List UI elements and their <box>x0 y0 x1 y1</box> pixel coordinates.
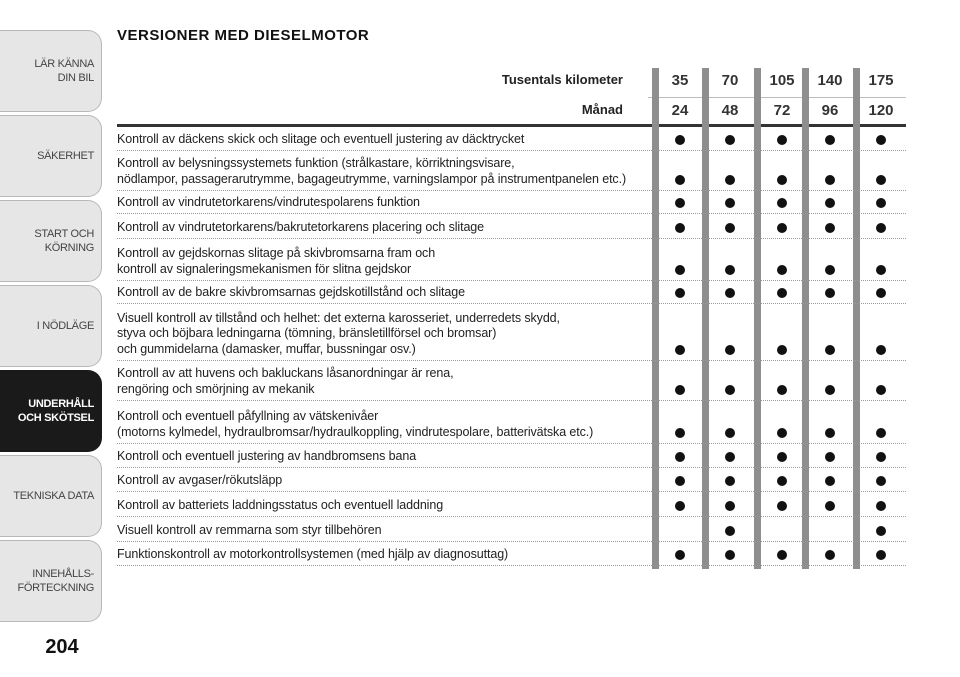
table-row <box>117 542 906 566</box>
chapter-tab-5[interactable]: UNDERHÅLL OCH SKÖTSEL <box>0 370 102 452</box>
service-mark <box>675 476 685 486</box>
service-mark <box>725 428 735 438</box>
service-mark <box>825 345 835 355</box>
table-row <box>117 214 906 239</box>
km-value: 70 <box>721 72 739 89</box>
service-mark <box>825 550 835 560</box>
row-description: Kontroll av batteriets laddningsstatus och eventuell laddning <box>117 497 444 512</box>
service-mark <box>825 385 835 395</box>
service-mark <box>825 501 835 511</box>
month-value: 48 <box>721 102 739 119</box>
service-mark <box>675 385 685 395</box>
service-mark <box>825 198 835 208</box>
service-mark <box>876 550 886 560</box>
service-mark <box>777 345 787 355</box>
service-mark <box>777 265 787 275</box>
service-mark <box>876 223 886 233</box>
service-mark <box>876 175 886 185</box>
row-description: Kontroll av de bakre skivbromsarnas gejdskotillstånd och slitage <box>117 284 465 299</box>
chapter-tab-4[interactable]: I NÖDLÄGE <box>0 285 102 367</box>
service-mark <box>876 385 886 395</box>
service-mark <box>825 223 835 233</box>
service-mark <box>777 428 787 438</box>
service-mark <box>675 198 685 208</box>
service-mark <box>675 550 685 560</box>
service-mark <box>725 223 735 233</box>
header-divider <box>648 97 906 98</box>
service-mark <box>777 385 787 395</box>
service-mark <box>825 476 835 486</box>
row-description: Kontroll av avgaser/rökutsläpp <box>117 472 283 487</box>
row-description: Kontroll av däckens skick och slitage och eventuell justering av däcktrycket <box>117 131 525 146</box>
service-mark <box>675 288 685 298</box>
table-row <box>117 492 906 517</box>
table-row <box>117 361 906 401</box>
service-mark <box>725 198 735 208</box>
row-description: Funktionskontroll av motorkontrollsystemen (med hjälp av diagnosuttag) <box>117 546 509 561</box>
service-mark <box>675 345 685 355</box>
row-description: Visuell kontroll av remmarna som styr tillbehören <box>117 522 382 537</box>
service-mark <box>725 476 735 486</box>
service-mark <box>777 288 787 298</box>
service-mark <box>725 135 735 145</box>
service-mark <box>777 135 787 145</box>
km-header-label: Tusentals kilometer <box>501 72 623 87</box>
month-value: 120 <box>868 102 894 119</box>
service-mark <box>876 265 886 275</box>
chapter-tab-3[interactable]: START OCH KÖRNING <box>0 200 102 282</box>
service-mark <box>725 265 735 275</box>
service-mark <box>876 501 886 511</box>
service-mark <box>876 135 886 145</box>
service-mark <box>777 198 787 208</box>
service-mark <box>675 265 685 275</box>
service-mark <box>675 428 685 438</box>
service-mark <box>876 198 886 208</box>
service-mark <box>675 501 685 511</box>
service-mark <box>777 452 787 462</box>
month-value: 24 <box>671 102 689 119</box>
service-mark <box>675 135 685 145</box>
service-mark <box>876 476 886 486</box>
table-row <box>117 151 906 191</box>
service-mark <box>725 345 735 355</box>
service-mark <box>725 526 735 536</box>
table-row <box>117 444 906 468</box>
month-value: 96 <box>821 102 839 119</box>
table-row <box>117 127 906 151</box>
service-mark <box>675 223 685 233</box>
table-row <box>117 401 906 444</box>
row-description: Kontroll av vindrutetorkarens/vindrutespolarens funktion <box>117 194 420 209</box>
service-mark <box>725 288 735 298</box>
table-row <box>117 517 906 542</box>
table-row <box>117 239 906 281</box>
chapter-tab-2[interactable]: SÄKERHET <box>0 115 102 197</box>
row-description: Kontroll av vindrutetorkarens/bakrutetorkarens placering och slitage <box>117 219 485 234</box>
service-mark <box>725 501 735 511</box>
service-mark <box>777 175 787 185</box>
km-value: 175 <box>868 72 894 89</box>
page-title: VERSIONER MED DIESELMOTOR <box>117 27 370 44</box>
row-description: Kontroll och eventuell påfyllning av vätskenivåer (motorns kylmedel, hydraulbromsar/hydraulkoppling, vindrutespolare, batterivätska etc.) <box>117 409 594 439</box>
service-mark <box>825 265 835 275</box>
service-mark <box>777 476 787 486</box>
service-mark <box>825 135 835 145</box>
row-description: Visuell kontroll av tillstånd och helhet: det externa karosseriet, underredets skydd, styva och böjbara ledningarna (tömning, bränsletillförsel och bromsar) och gummidelarna (damasker, muffar, bussningar osv.) <box>117 310 560 356</box>
service-mark <box>876 526 886 536</box>
chapter-tab-7[interactable]: INNEHÅLLS- FÖRTECKNING <box>0 540 102 622</box>
chapter-tab-1[interactable]: LÄR KÄNNA DIN BIL <box>0 30 102 112</box>
service-mark <box>876 345 886 355</box>
service-mark <box>725 550 735 560</box>
month-header-label: Månad <box>581 102 623 117</box>
row-description: Kontroll och eventuell justering av handbromsens bana <box>117 448 417 463</box>
service-mark <box>675 175 685 185</box>
service-mark <box>725 175 735 185</box>
service-mark <box>825 175 835 185</box>
table-row <box>117 304 906 361</box>
row-description: Kontroll av att huvens och bakluckans låsanordningar är rena, rengöring och smörjning av mekanik <box>117 366 454 396</box>
service-mark <box>825 452 835 462</box>
table-row <box>117 468 906 492</box>
chapter-tab-6[interactable]: TEKNISKA DATA <box>0 455 102 537</box>
service-mark <box>777 223 787 233</box>
table-row <box>117 191 906 214</box>
service-mark <box>876 452 886 462</box>
table-row <box>117 281 906 304</box>
km-value: 105 <box>769 72 795 89</box>
service-mark <box>777 501 787 511</box>
service-mark <box>876 428 886 438</box>
service-mark <box>825 288 835 298</box>
km-value: 35 <box>671 72 689 89</box>
service-mark <box>825 428 835 438</box>
page-number: 204 <box>45 636 79 658</box>
row-description: Kontroll av gejdskornas slitage på skivbromsarna fram och kontroll av signaleringsmekanismen för slitna gejdskor <box>117 246 436 276</box>
service-mark <box>675 452 685 462</box>
service-mark <box>876 288 886 298</box>
month-value: 72 <box>773 102 791 119</box>
row-description: Kontroll av belysningssystemets funktion (strålkastare, körriktningsvisare, nödlampor, passagerarutrymme, bagageutrymme, varningslampor på instrumentpanelen etc.) <box>117 156 627 186</box>
km-value: 140 <box>817 72 843 89</box>
service-mark <box>725 452 735 462</box>
service-mark <box>725 385 735 395</box>
service-mark <box>777 550 787 560</box>
